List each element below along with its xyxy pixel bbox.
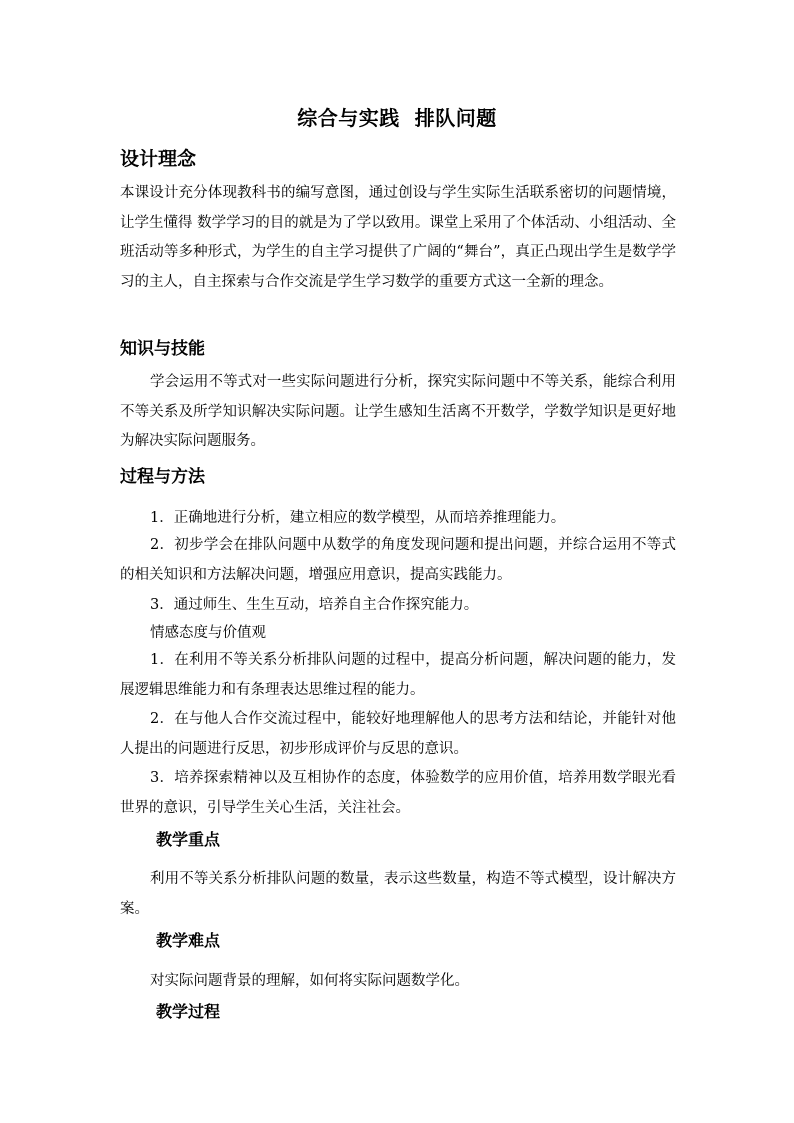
difficulty-heading: 教学难点	[156, 931, 221, 950]
document-title: 综合与实践 排队问题	[297, 106, 497, 130]
emotion-heading: 情感态度与价值观	[150, 625, 266, 641]
process-item-2: 2．初步学会在排队问题中从数学的角度发现问题和提出问题，并综合运用不等式的相关知识和方法解决问题，增强应用意识，提高实践能力。	[120, 537, 676, 583]
knowledge-paragraph: 学会运用不等式对一些实际问题进行分析，探究实际问题中不等关系，能综合利用不等关系及所学知识解决实际问题。让学生感知生活离不开数学，学数学知识是更好地为解决实际问题服务。	[120, 374, 676, 450]
focus-heading: 教学重点	[156, 830, 221, 849]
emotion-item-1: 1．在利用不等关系分析排队问题的过程中，提高分析问题，解决问题的能力，发展逻辑思维能力和有条理表达思维过程的能力。	[120, 652, 676, 698]
process-heading: 过程与方法	[120, 467, 205, 487]
emotion-item-3: 3．培养探索精神以及互相协作的态度，体验数学的应用价值，培养用数学眼光看世界的意识，引导学生关心生活，关注社会。	[120, 770, 676, 816]
procedure-heading: 教学过程	[156, 1002, 221, 1021]
design-heading: 设计理念	[120, 148, 197, 170]
knowledge-heading: 知识与技能	[120, 339, 205, 359]
design-paragraph: 本课设计充分体现教科书的编写意图，通过创设与学生实际生活联系密切的问题情境，让学生懂得 数学学习的目的就是为了学以致用。课堂上采用了个体活动、小组活动、全班活动等多种形式，为学生的自主学习提供了广阔的“舞台”，真正凸现出学生是数学学习的主人，自主探索与合作交流是学生学习数学的重要方式这一全新的理念。	[120, 185, 676, 290]
difficulty-paragraph: 对实际问题背景的理解，如何将实际问题数学化。	[150, 973, 469, 989]
focus-paragraph: 利用不等关系分析排队问题的数量，表示这些数量，构造不等式模型，设计解决方案。	[120, 871, 676, 917]
emotion-item-2: 2．在与他人合作交流过程中，能较好地理解他人的思考方法和结论，并能针对他人提出的问题进行反思，初步形成评价与反思的意识。	[120, 711, 676, 757]
process-item-3: 3．通过师生、生生互动，培养自主合作探究能力。	[150, 597, 479, 613]
process-item-1: 1．正确地进行分析，建立相应的数学模型，从而培养推理能力。	[150, 510, 566, 526]
